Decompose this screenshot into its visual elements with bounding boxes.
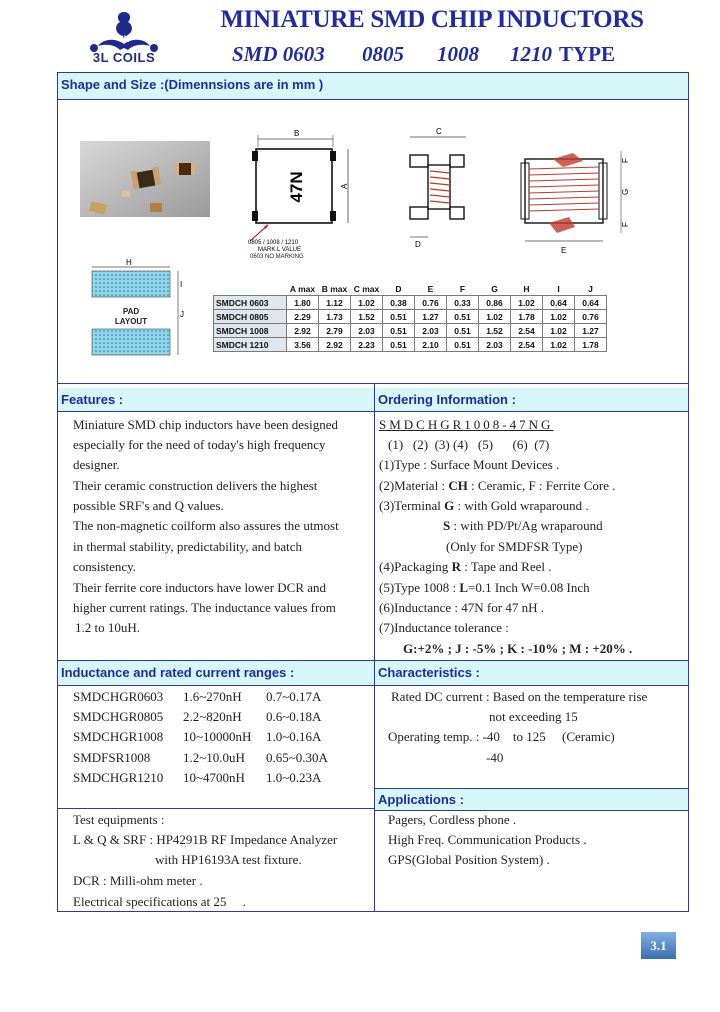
characteristics-line: Rated DC current : Based on the temperature rise <box>391 689 648 704</box>
ordering-text: : with Gold wraparound . <box>454 498 589 513</box>
dim-label-c: C <box>436 127 442 136</box>
cell: 0.33 <box>447 296 479 310</box>
chip-bottom-view <box>513 149 643 259</box>
characteristics-line: not exceeding 15 <box>489 709 578 724</box>
cell: 1.02 <box>543 310 575 324</box>
cell: 0.76 <box>575 310 607 324</box>
ordering-line <box>443 516 603 536</box>
inductance-current: 0.65~0.30A <box>266 750 328 765</box>
ordering-bold: R <box>451 559 461 574</box>
test-line: with HP16193A test fixture. <box>155 852 302 867</box>
shape-section-header: Shape and Size :(Dimennsions are in mm ) <box>58 73 688 100</box>
feature-line: Their ceramic construction delivers the highest <box>73 478 318 493</box>
row-band <box>375 748 688 768</box>
row-part: SMDCH 0603 <box>214 296 287 310</box>
ordering-bold: G <box>444 498 455 513</box>
cell: 1.02 <box>351 296 383 310</box>
cell: 2.23 <box>351 338 383 352</box>
inductance-current: 1.0~0.16A <box>266 729 322 744</box>
cell: 0.51 <box>447 310 479 324</box>
row-part: SMDCH 0805 <box>214 310 287 324</box>
cell: 0.51 <box>383 338 415 352</box>
ordering-text: : with PD/Pt/Ag wraparound <box>450 518 603 533</box>
feature-line: The non-magnetic coilform also assures the utmost <box>73 518 339 533</box>
ordering-text: (1)Type : Surface Mount Devices . <box>379 457 560 472</box>
cell: 1.78 <box>575 338 607 352</box>
cell: 2.92 <box>287 324 319 338</box>
dim-label-e: E <box>561 246 567 255</box>
dim-label-i: I <box>180 280 183 289</box>
dim-label-d: D <box>415 240 421 249</box>
inductance-part: SMDCHGR1210 <box>73 770 164 785</box>
marking-note-1: 0805 / 1008 / 1210 <box>248 240 299 246</box>
ordering-line <box>379 496 589 516</box>
ordering-text: (7)Inductance tolerance : <box>379 620 509 635</box>
row-part: SMDCH 1210 <box>214 338 287 352</box>
ordering-line <box>379 455 559 475</box>
inductance-row <box>73 707 322 727</box>
ordering-text: =0.1 Inch W=0.08 Inch <box>468 580 590 595</box>
application-line: GPS(Global Position System) . <box>388 852 550 867</box>
logo-mark: 3L <box>118 34 130 44</box>
cell: 1.80 <box>287 296 319 310</box>
feature-line: especially for the need of today's high frequency <box>73 437 326 452</box>
inductance-header: Inductance and rated current ranges : <box>58 661 374 686</box>
chip-side-view <box>398 125 478 255</box>
test-line: DCR : Milli-ohm meter . <box>73 873 203 888</box>
ordering-line <box>403 639 632 659</box>
ordering-text: : Ceramic, F : Ferrite Core . <box>467 478 616 493</box>
feature-line: higher current ratings. The inductance values from <box>73 600 336 615</box>
col-f: F <box>459 283 466 294</box>
divider <box>58 808 374 809</box>
dim-label-f-top: F <box>621 158 630 163</box>
applications-header: Applications : <box>375 789 688 811</box>
test-line: Electrical specifications at 25 . <box>73 894 246 909</box>
inductance-range: 2.2~820nH <box>183 709 242 724</box>
dimension-table-header <box>214 282 607 296</box>
series-1210: 1210 <box>510 42 552 66</box>
ordering-text: (6)Inductance : 47N for 47 nH . <box>379 600 544 615</box>
pad-label-line2: LAYOUT <box>114 317 148 326</box>
inductance-part: SMDCHGR0805 <box>73 709 164 724</box>
ordering-text: : Tape and Reel . <box>460 559 552 574</box>
characteristics-header: Characteristics : <box>375 661 688 686</box>
application-line: High Freq. Communication Products . <box>388 832 587 847</box>
cell: 1.27 <box>575 324 607 338</box>
dim-label-j: J <box>180 310 184 319</box>
ordering-line <box>379 598 544 618</box>
ordering-code: SMDCHGR1008-47NG <box>379 417 554 432</box>
test-line: Test equipments : <box>73 812 165 827</box>
marking-note-2: MARK L VALUE <box>258 247 302 253</box>
characteristics-line: Operating temp. : -40 to 125 (Ceramic) <box>388 729 615 744</box>
dim-label-f-bottom: F <box>621 222 630 227</box>
cell: 2.03 <box>415 324 447 338</box>
ordering-line <box>379 476 615 496</box>
feature-line: possible SRF's and Q values. <box>73 498 224 513</box>
cell: 1.27 <box>415 310 447 324</box>
ordering-bold: CH <box>448 478 468 493</box>
inductance-current: 0.7~0.17A <box>266 689 322 704</box>
chip-top-view <box>228 127 368 257</box>
row-band <box>375 871 688 891</box>
type-word: TYPE <box>559 42 616 66</box>
ordering-bold: S <box>443 518 451 533</box>
cell: 1.12 <box>319 296 351 310</box>
dimension-table <box>213 282 607 352</box>
ordering-line <box>379 557 552 577</box>
col-e: E <box>427 283 434 294</box>
cell: 0.51 <box>447 324 479 338</box>
cell: 1.02 <box>479 310 511 324</box>
feature-line: Miniature SMD chip inductors have been designed <box>73 417 338 432</box>
marking-note-3: 0603 NO MARKING <box>250 254 304 260</box>
table-row <box>214 338 607 352</box>
feature-line: Their ferrite core inductors have lower DCR and <box>73 580 327 595</box>
col-i: I <box>557 283 560 294</box>
test-line: L & Q & SRF : HP4291B RF Impedance Analyzer <box>73 832 338 847</box>
chip-marking: 47N <box>287 171 306 203</box>
product-photo <box>80 141 210 217</box>
dim-label-b: B <box>294 129 300 138</box>
col-c: C max <box>353 283 380 294</box>
feature-line: consistency. <box>73 559 137 574</box>
inductance-current: 1.0~0.23A <box>266 770 322 785</box>
col-a: A max <box>289 283 316 294</box>
ordering-line <box>379 578 590 598</box>
inductance-part: SMDFSR1008 <box>73 750 151 765</box>
cell: 1.52 <box>351 310 383 324</box>
features-header: Features : <box>58 388 374 412</box>
cell: 0.76 <box>415 296 447 310</box>
cell: 0.64 <box>575 296 607 310</box>
cell: 2.79 <box>319 324 351 338</box>
column-divider <box>374 383 375 911</box>
cell: 0.51 <box>383 324 415 338</box>
pad-layout-label <box>106 307 156 327</box>
cell: 2.29 <box>287 310 319 324</box>
inductance-row <box>73 768 322 788</box>
col-h: H <box>523 283 530 294</box>
cell: 3.56 <box>287 338 319 352</box>
ordering-positions: (1) (2) (3) (4) (5) (6) (7) <box>388 437 550 452</box>
cell: 2.03 <box>351 324 383 338</box>
logo-text: 3L COILS <box>92 50 156 65</box>
col-b: B max <box>321 283 348 294</box>
cell: 2.10 <box>415 338 447 352</box>
cell: 2.54 <box>511 338 543 352</box>
cell: 2.03 <box>479 338 511 352</box>
cell: 0.51 <box>383 310 415 324</box>
page-title: MINIATURE SMD CHIP INDUCTORS <box>220 6 644 33</box>
dim-label-a: A <box>340 183 349 189</box>
cell: 1.52 <box>479 324 511 338</box>
cell: 1.73 <box>319 310 351 324</box>
page-number: 3.1 <box>641 932 676 959</box>
cell: 1.02 <box>543 338 575 352</box>
ordering-bold: L <box>459 580 468 595</box>
inductance-row <box>73 748 328 768</box>
inductance-range: 1.2~10.0uH <box>183 750 245 765</box>
table-row <box>214 310 607 324</box>
cell: 0.86 <box>479 296 511 310</box>
application-line: Pagers, Cordless phone . <box>388 812 517 827</box>
pad-label-line1: PAD <box>122 307 140 316</box>
series-1008: 1008 <box>437 42 479 66</box>
table-row <box>214 296 607 310</box>
inductance-range: 1.6~270nH <box>183 689 242 704</box>
ordering-header: Ordering Information : <box>375 388 688 412</box>
ordering-line <box>446 537 582 557</box>
series-0603: SMD 0603 <box>232 42 325 66</box>
inductance-range: 10~10000nH <box>183 729 252 744</box>
cell: 0.51 <box>447 338 479 352</box>
row-part: SMDCH 1008 <box>214 324 287 338</box>
ordering-text: (5)Type 1008 : <box>379 580 460 595</box>
cell: 1.02 <box>543 324 575 338</box>
cell: 1.02 <box>511 296 543 310</box>
inductance-row <box>73 727 322 747</box>
cell: 2.54 <box>511 324 543 338</box>
inductance-row <box>73 687 322 707</box>
col-d: D <box>395 283 402 294</box>
ordering-text: (Only for SMDFSR Type) <box>446 539 583 554</box>
feature-line: designer. <box>73 457 120 472</box>
ordering-text: (3)Terminal <box>379 498 445 513</box>
cell: 0.38 <box>383 296 415 310</box>
series-0805: 0805 <box>362 42 404 66</box>
col-j: J <box>588 283 593 294</box>
blank-header <box>214 282 287 296</box>
ordering-line <box>379 618 509 638</box>
inductance-range: 10~4700nH <box>183 770 245 785</box>
dim-label-h: H <box>126 258 132 267</box>
ordering-text: G:+2% ; J : -5% ; K : -10% ; M : +20% . <box>403 641 633 656</box>
dim-label-g: G <box>621 188 630 195</box>
characteristics-line: -40 <box>486 750 504 765</box>
inductance-part: SMDCHGR1008 <box>73 729 164 744</box>
divider <box>58 383 688 384</box>
cell: 0.64 <box>543 296 575 310</box>
inductance-current: 0.6~0.18A <box>266 709 322 724</box>
ordering-text: (2)Material : <box>379 478 449 493</box>
cell: 1.78 <box>511 310 543 324</box>
ordering-text: (4)Packaging <box>379 559 452 574</box>
datasheet-frame <box>57 72 689 912</box>
feature-line: 1.2 to 10uH. <box>75 620 140 635</box>
col-g: G <box>491 283 498 294</box>
feature-line: in thermal stability, predictability, and batch <box>73 539 302 554</box>
inductance-part: SMDCHGR0603 <box>73 689 164 704</box>
table-row <box>214 324 607 338</box>
cell: 2.92 <box>319 338 351 352</box>
